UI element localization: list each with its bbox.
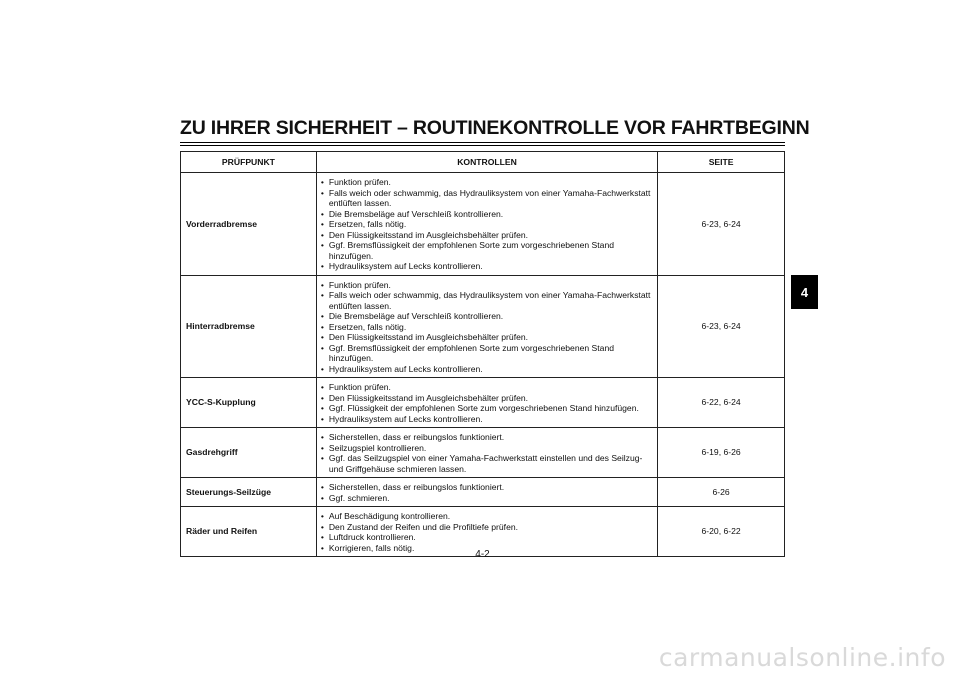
page-reference: 6-26	[658, 478, 785, 507]
check-entry: • Luftdruck kontrollieren.	[321, 532, 653, 543]
check-item: Räder und Reifen	[181, 507, 317, 557]
table-header-row	[181, 152, 785, 173]
check-item: Gasdrehgriff	[181, 428, 317, 478]
check-item: YCC-S-Kupplung	[181, 378, 317, 428]
check-entry: • Hydrauliksystem auf Lecks kontrollieren.	[321, 414, 653, 425]
check-entry: • Ersetzen, falls nötig.	[321, 219, 653, 230]
table-row	[181, 173, 785, 276]
table-row	[181, 478, 785, 507]
table-row	[181, 428, 785, 478]
check-entry: • Den Flüssigkeitsstand im Ausgleichsbehälter prüfen.	[321, 332, 653, 343]
title-rule	[180, 142, 785, 143]
page-number: 4-2	[475, 549, 490, 560]
check-item: Hinterradbremse	[181, 275, 317, 378]
page-reference: 6-19, 6-26	[658, 428, 785, 478]
table-row	[181, 378, 785, 428]
header-seite: SEITE	[658, 152, 785, 173]
check-entry: • Ggf. schmieren.	[321, 493, 653, 504]
check-entry: • Den Flüssigkeitsstand im Ausgleichsbehälter prüfen.	[321, 393, 653, 404]
check-list	[316, 173, 657, 276]
check-list	[316, 428, 657, 478]
check-entry: • Ggf. Bremsflüssigkeit der empfohlenen Sorte zum vorgeschriebenen Stand hinzufügen.	[321, 240, 653, 261]
title-rule-thin	[180, 145, 785, 146]
check-entry: • Hydrauliksystem auf Lecks kontrollieren.	[321, 261, 653, 272]
check-entry: • Falls weich oder schwammig, das Hydrauliksystem von einer Yamaha-Fachwerkstatt entlüften lassen.	[321, 290, 653, 311]
header-kontrollen: KONTROLLEN	[316, 152, 657, 173]
check-entry: • Sicherstellen, dass er reibungslos funktioniert.	[321, 432, 653, 443]
check-entry: • Sicherstellen, dass er reibungslos funktioniert.	[321, 482, 653, 493]
check-entry: • Hydrauliksystem auf Lecks kontrollieren.	[321, 364, 653, 375]
checklist-table	[180, 151, 785, 557]
check-item: Vorderradbremse	[181, 173, 317, 276]
table-row	[181, 275, 785, 378]
check-entry: • Ggf. Bremsflüssigkeit der empfohlenen Sorte zum vorgeschriebenen Stand hinzufügen.	[321, 343, 653, 364]
check-entry: • Den Zustand der Reifen und die Profiltiefe prüfen.	[321, 522, 653, 533]
page-reference: 6-23, 6-24	[658, 173, 785, 276]
check-entry: • Funktion prüfen.	[321, 280, 653, 291]
check-entry: • Falls weich oder schwammig, das Hydrauliksystem von einer Yamaha-Fachwerkstatt entlüften lassen.	[321, 188, 653, 209]
page-reference: 6-20, 6-22	[658, 507, 785, 557]
check-entry: • Den Flüssigkeitsstand im Ausgleichsbehälter prüfen.	[321, 230, 653, 241]
check-entry: • Seilzugspiel kontrollieren.	[321, 443, 653, 454]
chapter-tab: 4	[791, 275, 818, 309]
page-reference: 6-22, 6-24	[658, 378, 785, 428]
check-item: Steuerungs-Seilzüge	[181, 478, 317, 507]
check-list	[316, 378, 657, 428]
check-entry: • Auf Beschädigung kontrollieren.	[321, 511, 653, 522]
check-entry: • Funktion prüfen.	[321, 177, 653, 188]
check-entry: • Korrigieren, falls nötig.	[321, 543, 653, 554]
check-list	[316, 478, 657, 507]
check-list	[316, 275, 657, 378]
check-entry: • Funktion prüfen.	[321, 382, 653, 393]
check-entry: • Ggf. das Seilzugspiel von einer Yamaha-Fachwerkstatt einstellen und des Seilzug- und Griffgehäuse schmieren lassen.	[321, 453, 653, 474]
header-pruefpunkt: PRÜFPUNKT	[181, 152, 317, 173]
page-reference: 6-23, 6-24	[658, 275, 785, 378]
check-entry: • Ersetzen, falls nötig.	[321, 322, 653, 333]
watermark: carmanualsonline.info	[658, 643, 946, 672]
check-entry: • Ggf. Flüssigkeit der empfohlenen Sorte zum vorgeschriebenen Stand hinzufügen.	[321, 403, 653, 414]
check-entry: • Die Bremsbeläge auf Verschleiß kontrollieren.	[321, 209, 653, 220]
page-title: ZU IHRER SICHERHEIT – ROUTINEKONTROLLE VOR FAHRTBEGINN	[180, 117, 810, 139]
check-entry: • Die Bremsbeläge auf Verschleiß kontrollieren.	[321, 311, 653, 322]
